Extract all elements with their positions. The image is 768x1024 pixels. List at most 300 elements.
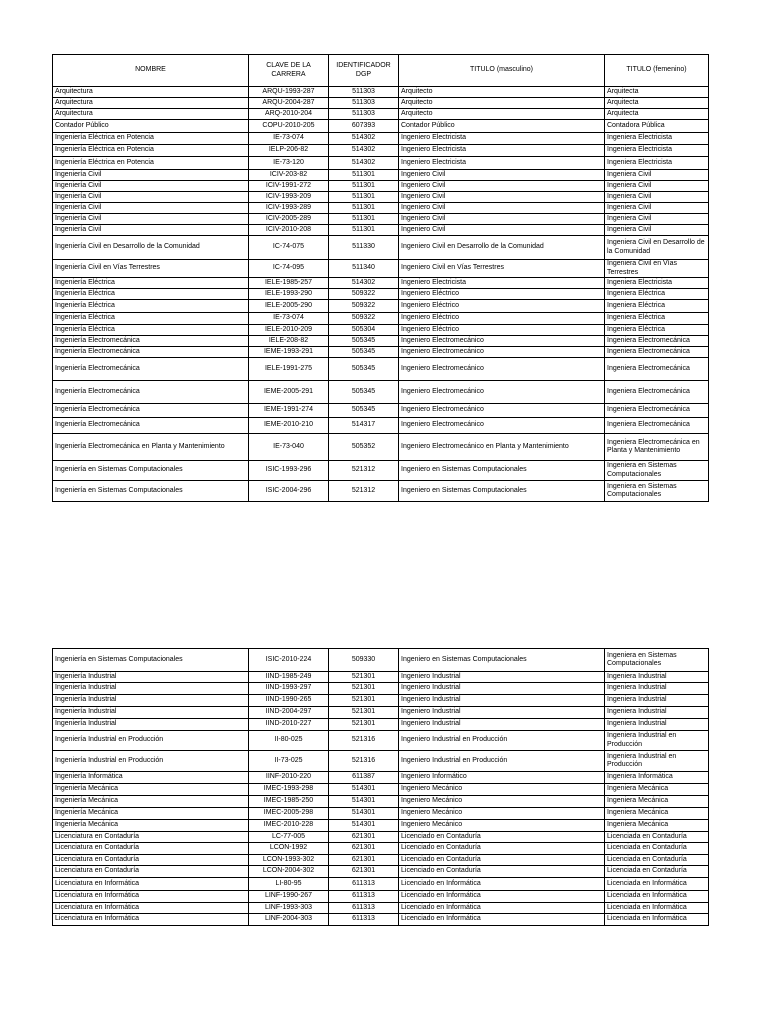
table-row: [53, 891, 709, 903]
cell-titulo-masculino: Ingeniero Eléctrico: [399, 300, 605, 313]
table-row: [53, 181, 709, 192]
cell-nombre: Ingeniería Electromecánica: [53, 358, 249, 381]
cell-clave: IELE-1991-275: [249, 358, 329, 381]
cell-clave: IIND-1985-249: [249, 672, 329, 683]
cell-titulo-masculino: Ingeniero Civil: [399, 192, 605, 203]
cell-nombre: Ingeniería Electromecánica: [53, 336, 249, 347]
careers-table-bottom: [52, 648, 709, 926]
cell-titulo-masculino: Ingeniero Industrial en Producción: [399, 731, 605, 751]
cell-titulo-femenino: Ingeniera Electricista: [605, 157, 709, 170]
table-row: [53, 649, 709, 672]
cell-titulo-femenino: Ingeniera Electromecánica: [605, 358, 709, 381]
cell-nombre: Licenciatura en Contaduría: [53, 832, 249, 843]
cell-identificador: 521312: [329, 461, 399, 481]
cell-titulo-femenino: Licenciada en Contaduría: [605, 843, 709, 855]
cell-nombre: Arquitectura: [53, 109, 249, 120]
cell-identificador: 514301: [329, 796, 399, 808]
cell-nombre: Ingeniería Eléctrica en Potencia: [53, 133, 249, 145]
cell-titulo-femenino: Licenciada en Informática: [605, 878, 709, 891]
table-bottom-body: [53, 649, 709, 926]
cell-identificador: 521301: [329, 683, 399, 695]
cell-identificador: 511340: [329, 260, 399, 278]
cell-clave: IELE-2005-290: [249, 300, 329, 313]
table-row: [53, 325, 709, 336]
cell-identificador: 611313: [329, 903, 399, 914]
cell-titulo-masculino: Ingeniero Industrial: [399, 719, 605, 731]
cell-titulo-femenino: Ingeniera Electromecánica: [605, 381, 709, 404]
table-row: [53, 707, 709, 719]
cell-identificador: 505345: [329, 381, 399, 404]
cell-titulo-masculino: Ingeniero Electromecánico: [399, 418, 605, 434]
cell-clave: ARQU-2004-287: [249, 98, 329, 109]
cell-titulo-masculino: Arquitecto: [399, 98, 605, 109]
cell-titulo-femenino: Ingeniera Informática: [605, 772, 709, 784]
cell-clave: LC-77-005: [249, 832, 329, 843]
cell-titulo-femenino: Ingeniera Mecánica: [605, 796, 709, 808]
cell-titulo-femenino: Ingeniera Electromecánica: [605, 404, 709, 418]
cell-clave: IE-73-040: [249, 434, 329, 461]
cell-identificador: 521301: [329, 719, 399, 731]
cell-nombre: Ingeniería Civil: [53, 170, 249, 181]
cell-nombre: Ingeniería Civil: [53, 203, 249, 214]
cell-identificador: 511303: [329, 98, 399, 109]
cell-titulo-femenino: Licenciada en Contaduría: [605, 855, 709, 866]
cell-titulo-femenino: Ingeniera Industrial: [605, 695, 709, 707]
table-row: [53, 751, 709, 772]
cell-nombre: Licenciatura en Informática: [53, 891, 249, 903]
table-row: [53, 672, 709, 683]
cell-identificador: 607393: [329, 120, 399, 133]
cell-nombre: Ingeniería Eléctrica: [53, 300, 249, 313]
cell-nombre: Ingeniería Industrial: [53, 683, 249, 695]
cell-nombre: Ingeniería Civil: [53, 225, 249, 236]
cell-nombre: Contador Público: [53, 120, 249, 133]
cell-clave: LINF-2004-303: [249, 914, 329, 926]
cell-nombre: Ingeniería Industrial: [53, 719, 249, 731]
cell-titulo-masculino: Ingeniero Civil: [399, 203, 605, 214]
table-row: [53, 98, 709, 109]
cell-titulo-masculino: Ingeniero Mecánico: [399, 784, 605, 796]
table-row: [53, 855, 709, 866]
cell-clave: IINF-2010-220: [249, 772, 329, 784]
table-row: [53, 832, 709, 843]
cell-nombre: Ingeniería Eléctrica: [53, 325, 249, 336]
cell-clave: II-80-025: [249, 731, 329, 751]
table-row: [53, 225, 709, 236]
cell-titulo-masculino: Ingeniero en Sistemas Computacionales: [399, 481, 605, 502]
cell-identificador: 514301: [329, 808, 399, 820]
cell-nombre: Licenciatura en Contaduría: [53, 866, 249, 878]
cell-titulo-masculino: Licenciado en Contaduría: [399, 843, 605, 855]
cell-clave: IEME-1993-291: [249, 347, 329, 358]
cell-identificador: 505345: [329, 358, 399, 381]
table-row: [53, 260, 709, 278]
cell-identificador: 611313: [329, 914, 399, 926]
cell-identificador: 521316: [329, 731, 399, 751]
table-row: [53, 418, 709, 434]
cell-identificador: 621301: [329, 855, 399, 866]
table-row: [53, 87, 709, 98]
table-row: [53, 843, 709, 855]
cell-clave: ARQU-1993-287: [249, 87, 329, 98]
cell-clave: IMEC-1993-298: [249, 784, 329, 796]
cell-nombre: Ingeniería Civil: [53, 192, 249, 203]
cell-titulo-masculino: Ingeniero Civil: [399, 214, 605, 225]
cell-titulo-femenino: Ingeniera Mecánica: [605, 784, 709, 796]
table-row: [53, 278, 709, 289]
cell-titulo-femenino: Ingeniera en Sistemas Computacionales: [605, 481, 709, 502]
table-row: [53, 358, 709, 381]
cell-titulo-femenino: Ingeniera Industrial en Producción: [605, 731, 709, 751]
table-row: [53, 203, 709, 214]
header-nombre: NOMBRE: [53, 55, 249, 87]
cell-titulo-femenino: Contadora Pública: [605, 120, 709, 133]
cell-clave: ICIV-2010-208: [249, 225, 329, 236]
cell-nombre: Ingeniería Eléctrica: [53, 289, 249, 300]
cell-clave: II-73-025: [249, 751, 329, 772]
cell-titulo-masculino: Licenciado en Contaduría: [399, 855, 605, 866]
table-row: [53, 808, 709, 820]
cell-titulo-femenino: Ingeniera en Sistemas Computacionales: [605, 461, 709, 481]
cell-identificador: 511301: [329, 225, 399, 236]
cell-clave: IIND-1993-297: [249, 683, 329, 695]
cell-nombre: Ingeniería Civil en Desarrollo de la Comunidad: [53, 236, 249, 260]
table-row: [53, 796, 709, 808]
cell-clave: IMEC-2005-298: [249, 808, 329, 820]
cell-titulo-masculino: Ingeniero Electricista: [399, 278, 605, 289]
cell-titulo-masculino: Ingeniero Industrial: [399, 707, 605, 719]
cell-titulo-masculino: Ingeniero Eléctrico: [399, 313, 605, 325]
table-row: [53, 236, 709, 260]
cell-titulo-masculino: Arquitecto: [399, 109, 605, 120]
table-row: [53, 731, 709, 751]
table-row: [53, 336, 709, 347]
cell-identificador: 621301: [329, 843, 399, 855]
cell-titulo-femenino: Licenciada en Informática: [605, 891, 709, 903]
cell-nombre: Licenciatura en Informática: [53, 903, 249, 914]
cell-titulo-masculino: Ingeniero Civil: [399, 181, 605, 192]
cell-titulo-masculino: Ingeniero Civil en Vías Terrestres: [399, 260, 605, 278]
cell-titulo-masculino: Ingeniero Electromecánico: [399, 336, 605, 347]
table-row: [53, 772, 709, 784]
cell-clave: IIND-2010-227: [249, 719, 329, 731]
cell-titulo-masculino: Ingeniero Industrial en Producción: [399, 751, 605, 772]
cell-clave: IC-74-075: [249, 236, 329, 260]
cell-identificador: 511303: [329, 87, 399, 98]
cell-clave: ISIC-2010-224: [249, 649, 329, 672]
cell-titulo-masculino: Ingeniero Electromecánico: [399, 381, 605, 404]
cell-identificador: 511301: [329, 203, 399, 214]
cell-clave: IEME-1991-274: [249, 404, 329, 418]
cell-identificador: 611387: [329, 772, 399, 784]
cell-nombre: Licenciatura en Contaduría: [53, 855, 249, 866]
cell-clave: IC-74-095: [249, 260, 329, 278]
table-row: [53, 784, 709, 796]
cell-identificador: 521316: [329, 751, 399, 772]
cell-nombre: Ingeniería Industrial en Producción: [53, 731, 249, 751]
cell-nombre: Ingeniería Eléctrica: [53, 278, 249, 289]
cell-clave: LCON-1992: [249, 843, 329, 855]
header-titulo-masculino: TITULO (masculino): [399, 55, 605, 87]
table-row: [53, 461, 709, 481]
cell-titulo-femenino: Licenciada en Informática: [605, 903, 709, 914]
cell-titulo-femenino: Ingeniera Electricista: [605, 133, 709, 145]
cell-titulo-femenino: Ingeniera Civil en Vías Terrestres: [605, 260, 709, 278]
table-row: [53, 109, 709, 120]
cell-identificador: 509330: [329, 649, 399, 672]
cell-titulo-masculino: Licenciado en Contaduría: [399, 832, 605, 843]
cell-identificador: 621301: [329, 866, 399, 878]
cell-nombre: Ingeniería en Sistemas Computacionales: [53, 481, 249, 502]
cell-titulo-masculino: Ingeniero Civil en Desarrollo de la Comunidad: [399, 236, 605, 260]
cell-identificador: 511301: [329, 170, 399, 181]
cell-titulo-masculino: Ingeniero Electromecánico: [399, 347, 605, 358]
cell-titulo-femenino: Ingeniera Industrial: [605, 707, 709, 719]
cell-titulo-femenino: Ingeniera Eléctrica: [605, 313, 709, 325]
cell-titulo-masculino: Ingeniero Eléctrico: [399, 289, 605, 300]
cell-identificador: 505345: [329, 336, 399, 347]
cell-clave: IELP-206-82: [249, 145, 329, 157]
cell-clave: ICIV-1993-289: [249, 203, 329, 214]
cell-titulo-masculino: Arquitecto: [399, 87, 605, 98]
cell-identificador: 505352: [329, 434, 399, 461]
cell-identificador: 511301: [329, 192, 399, 203]
cell-titulo-masculino: Ingeniero Electromecánico en Planta y Mantenimiento: [399, 434, 605, 461]
table-row: [53, 820, 709, 832]
cell-clave: IE-73-120: [249, 157, 329, 170]
cell-titulo-femenino: Licenciada en Contaduría: [605, 832, 709, 843]
cell-identificador: 514302: [329, 278, 399, 289]
cell-identificador: 611313: [329, 891, 399, 903]
cell-titulo-femenino: Ingeniera Electromecánica: [605, 418, 709, 434]
cell-titulo-femenino: Ingeniera Electromecánica: [605, 347, 709, 358]
cell-titulo-femenino: Ingeniera Civil: [605, 203, 709, 214]
cell-clave: ARQ-2010-204: [249, 109, 329, 120]
cell-nombre: Ingeniería Mecánica: [53, 784, 249, 796]
cell-identificador: 509322: [329, 300, 399, 313]
cell-clave: IEME-2010-210: [249, 418, 329, 434]
cell-clave: IELE-208-82: [249, 336, 329, 347]
table-row: [53, 214, 709, 225]
cell-nombre: Ingeniería Electromecánica: [53, 347, 249, 358]
cell-identificador: 621301: [329, 832, 399, 843]
table-row: [53, 903, 709, 914]
cell-titulo-masculino: Contador Público: [399, 120, 605, 133]
cell-clave: IIND-1990-265: [249, 695, 329, 707]
table-row: [53, 719, 709, 731]
cell-identificador: 521301: [329, 672, 399, 683]
cell-titulo-masculino: Ingeniero Electromecánico: [399, 404, 605, 418]
cell-clave: ISIC-2004-296: [249, 481, 329, 502]
cell-nombre: Ingeniería Electromecánica: [53, 404, 249, 418]
cell-titulo-femenino: Ingeniera Eléctrica: [605, 325, 709, 336]
cell-titulo-femenino: Ingeniera Civil: [605, 170, 709, 181]
cell-titulo-femenino: Licenciada en Informática: [605, 914, 709, 926]
cell-titulo-masculino: Licenciado en Informática: [399, 914, 605, 926]
cell-titulo-masculino: Licenciado en Informática: [399, 891, 605, 903]
cell-titulo-femenino: Ingeniera Electromecánica en Planta y Mantenimiento: [605, 434, 709, 461]
cell-nombre: Licenciatura en Informática: [53, 914, 249, 926]
cell-titulo-masculino: Ingeniero Mecánico: [399, 808, 605, 820]
cell-clave: IMEC-1985-250: [249, 796, 329, 808]
cell-titulo-masculino: Ingeniero Mecánico: [399, 796, 605, 808]
table-row: [53, 157, 709, 170]
table-row: [53, 404, 709, 418]
header-titulo-femenino: TITULO (femenino): [605, 55, 709, 87]
cell-clave: IE-73-074: [249, 133, 329, 145]
cell-clave: LCON-2004-302: [249, 866, 329, 878]
cell-identificador: 521312: [329, 481, 399, 502]
table-row: [53, 866, 709, 878]
cell-identificador: 521301: [329, 695, 399, 707]
cell-identificador: 514301: [329, 820, 399, 832]
cell-titulo-femenino: Ingeniera Industrial: [605, 719, 709, 731]
table-row: [53, 434, 709, 461]
cell-titulo-masculino: Ingeniero Industrial: [399, 672, 605, 683]
table-row: [53, 481, 709, 502]
cell-titulo-masculino: Ingeniero en Sistemas Computacionales: [399, 649, 605, 672]
cell-nombre: Ingeniería Mecánica: [53, 796, 249, 808]
cell-nombre: Ingeniería Electromecánica en Planta y Mantenimiento: [53, 434, 249, 461]
cell-nombre: Ingeniería Informática: [53, 772, 249, 784]
cell-nombre: Ingeniería Eléctrica en Potencia: [53, 157, 249, 170]
cell-clave: LINF-1993-303: [249, 903, 329, 914]
cell-titulo-femenino: Ingeniera Industrial: [605, 672, 709, 683]
cell-nombre: Ingeniería Civil: [53, 214, 249, 225]
cell-titulo-femenino: Ingeniera Electricista: [605, 145, 709, 157]
cell-titulo-femenino: Arquitecta: [605, 109, 709, 120]
table-row: [53, 133, 709, 145]
cell-nombre: Ingeniería Industrial en Producción: [53, 751, 249, 772]
cell-clave: IELE-2010-209: [249, 325, 329, 336]
cell-clave: ISIC-1993-296: [249, 461, 329, 481]
cell-nombre: Ingeniería Civil en Vías Terrestres: [53, 260, 249, 278]
cell-identificador: 505345: [329, 347, 399, 358]
cell-titulo-femenino: Ingeniera Civil en Desarrollo de la Comunidad: [605, 236, 709, 260]
cell-nombre: Arquitectura: [53, 87, 249, 98]
cell-titulo-femenino: Ingeniera Industrial: [605, 683, 709, 695]
cell-titulo-masculino: Ingeniero Industrial: [399, 683, 605, 695]
cell-clave: IE-73-074: [249, 313, 329, 325]
cell-identificador: 514301: [329, 784, 399, 796]
cell-titulo-masculino: Ingeniero Industrial: [399, 695, 605, 707]
header-clave: CLAVE DE LA CARRERA: [249, 55, 329, 87]
cell-identificador: 514302: [329, 145, 399, 157]
table-row: [53, 300, 709, 313]
cell-clave: LINF-1990-267: [249, 891, 329, 903]
cell-titulo-masculino: Ingeniero Informático: [399, 772, 605, 784]
cell-identificador: 505304: [329, 325, 399, 336]
cell-titulo-masculino: Licenciado en Informática: [399, 903, 605, 914]
table-row: [53, 878, 709, 891]
cell-nombre: Ingeniería Eléctrica: [53, 313, 249, 325]
cell-titulo-femenino: Ingeniera Eléctrica: [605, 300, 709, 313]
cell-identificador: 511301: [329, 181, 399, 192]
cell-clave: ICIV-2005-289: [249, 214, 329, 225]
cell-clave: IELE-1985-257: [249, 278, 329, 289]
cell-clave: LCON-1993-302: [249, 855, 329, 866]
cell-titulo-femenino: Ingeniera Electromecánica: [605, 336, 709, 347]
cell-titulo-masculino: Ingeniero Electricista: [399, 133, 605, 145]
cell-identificador: 611313: [329, 878, 399, 891]
table-row: [53, 145, 709, 157]
header-identificador: IDENTIFICADOR DGP: [329, 55, 399, 87]
cell-identificador: 511330: [329, 236, 399, 260]
cell-identificador: 511301: [329, 214, 399, 225]
cell-titulo-femenino: Ingeniera en Sistemas Computacionales: [605, 649, 709, 672]
cell-clave: ICIV-203-82: [249, 170, 329, 181]
cell-nombre: Ingeniería Industrial: [53, 707, 249, 719]
cell-titulo-femenino: Ingeniera Civil: [605, 181, 709, 192]
cell-titulo-femenino: Arquitecta: [605, 98, 709, 109]
cell-titulo-masculino: Ingeniero Mecánico: [399, 820, 605, 832]
cell-clave: IELE-1993-290: [249, 289, 329, 300]
table-row: [53, 347, 709, 358]
table-row: [53, 381, 709, 404]
cell-identificador: 509322: [329, 289, 399, 300]
cell-nombre: Ingeniería Eléctrica en Potencia: [53, 145, 249, 157]
cell-clave: IIND-2004-297: [249, 707, 329, 719]
cell-titulo-femenino: Ingeniera Civil: [605, 192, 709, 203]
cell-identificador: 514317: [329, 418, 399, 434]
cell-clave: ICIV-1993-209: [249, 192, 329, 203]
careers-table-top: [52, 54, 709, 502]
cell-identificador: 511303: [329, 109, 399, 120]
cell-identificador: 505345: [329, 404, 399, 418]
cell-titulo-femenino: Ingeniera Mecánica: [605, 820, 709, 832]
cell-titulo-masculino: Ingeniero Civil: [399, 225, 605, 236]
cell-titulo-masculino: Ingeniero Eléctrico: [399, 325, 605, 336]
cell-nombre: Ingeniería Mecánica: [53, 808, 249, 820]
cell-titulo-masculino: Ingeniero Electricista: [399, 157, 605, 170]
cell-identificador: 521301: [329, 707, 399, 719]
cell-titulo-masculino: Licenciado en Informática: [399, 878, 605, 891]
cell-clave: IEME-2005-291: [249, 381, 329, 404]
table-row: [53, 695, 709, 707]
cell-nombre: Arquitectura: [53, 98, 249, 109]
table-row: [53, 170, 709, 181]
cell-titulo-femenino: Arquitecta: [605, 87, 709, 98]
cell-titulo-femenino: Ingeniera Civil: [605, 214, 709, 225]
cell-nombre: Ingeniería Mecánica: [53, 820, 249, 832]
cell-titulo-femenino: Ingeniera Industrial en Producción: [605, 751, 709, 772]
table-row: [53, 914, 709, 926]
cell-clave: COPU-2010-205: [249, 120, 329, 133]
cell-titulo-masculino: Ingeniero Electricista: [399, 145, 605, 157]
table-row: [53, 683, 709, 695]
cell-titulo-masculino: Ingeniero en Sistemas Computacionales: [399, 461, 605, 481]
cell-nombre: Ingeniería Electromecánica: [53, 381, 249, 404]
cell-titulo-femenino: Ingeniera Mecánica: [605, 808, 709, 820]
cell-titulo-masculino: Licenciado en Contaduría: [399, 866, 605, 878]
cell-nombre: Ingeniería en Sistemas Computacionales: [53, 461, 249, 481]
cell-nombre: Ingeniería Civil: [53, 181, 249, 192]
table-top-body: [53, 87, 709, 502]
cell-titulo-femenino: Ingeniera Eléctrica: [605, 289, 709, 300]
header-row: [53, 55, 709, 87]
cell-nombre: Licenciatura en Informática: [53, 878, 249, 891]
table-row: [53, 313, 709, 325]
cell-identificador: 514302: [329, 133, 399, 145]
cell-titulo-femenino: Licenciada en Contaduría: [605, 866, 709, 878]
table-row: [53, 120, 709, 133]
cell-clave: LI-80-95: [249, 878, 329, 891]
cell-identificador: 514302: [329, 157, 399, 170]
cell-nombre: Ingeniería en Sistemas Computacionales: [53, 649, 249, 672]
cell-clave: IMEC-2010-228: [249, 820, 329, 832]
cell-titulo-masculino: Ingeniero Civil: [399, 170, 605, 181]
cell-titulo-femenino: Ingeniera Civil: [605, 225, 709, 236]
